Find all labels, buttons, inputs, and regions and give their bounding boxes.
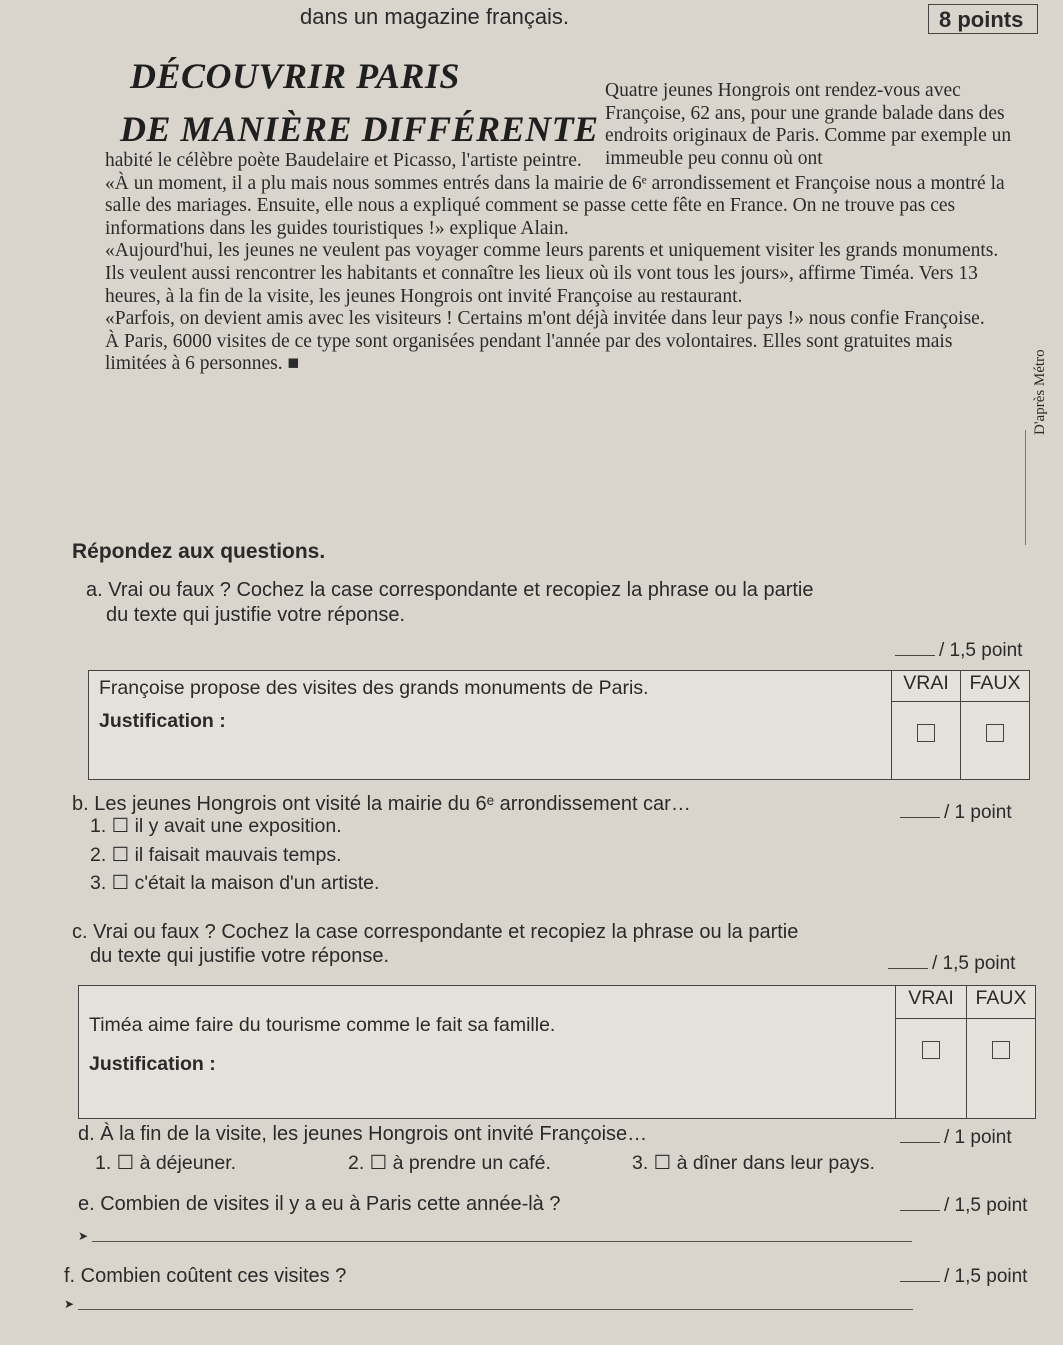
- question-a-faux-checkbox[interactable]: [986, 724, 1004, 742]
- article-paragraph: habité le célèbre poète Baudelaire et Picasso, l'artiste peintre.: [105, 150, 582, 171]
- question-c-score: / 1,5 point: [888, 953, 1015, 975]
- question-a-prompt: a. Vrai ou faux ? Cochez la case correspondante et recopiez la phrase ou la partie: [86, 579, 814, 601]
- question-d-option-3[interactable]: 3. ☐ à dîner dans leur pays.: [632, 1152, 875, 1174]
- article-paragraph: «Parfois, on devient amis avec les visiteurs ! Certains m'ont déjà invitée dans leur pays !» nous confie Françoise.: [105, 308, 985, 330]
- question-a-justification-label: Justification :: [99, 710, 226, 732]
- intro-text: dans un magazine français.: [300, 4, 570, 29]
- question-a-statement-cell: [89, 671, 892, 780]
- question-c-vrai-cell: [896, 1019, 967, 1119]
- question-c-statement-cell: [79, 986, 896, 1119]
- question-f-answer-line[interactable]: [78, 1308, 913, 1310]
- answer-arrow-icon: ➤: [64, 1297, 75, 1311]
- question-b-option-3[interactable]: 3. ☐ c'était la maison d'un artiste.: [90, 872, 380, 894]
- article-paragraph: «Aujourd'hui, les jeunes ne veulent pas voyager comme leurs parents et uniquement visiter les grands monuments. Ils veulent aussi rencontrer les habitants et connaître les lieux où ils vont tous les jours», affirme Timéa. Vers 13 heures, à la fin de la visite, les jeunes Hongrois ont invité Françoise au restaurant.: [105, 240, 999, 307]
- question-c-prompt-2: du texte qui justifie votre réponse.: [90, 945, 390, 967]
- question-e-prompt: e. Combien de visites il y a eu à Paris cette année-là ?: [78, 1193, 561, 1215]
- question-a-vrai-header: VRAI: [892, 671, 961, 702]
- question-c-table: [78, 985, 1036, 1119]
- question-c-faux-cell: [967, 1019, 1036, 1119]
- question-c-justification-label: Justification :: [89, 1053, 216, 1075]
- question-d-option-2[interactable]: 2. ☐ à prendre un café.: [348, 1152, 551, 1174]
- article-body: [105, 150, 1020, 376]
- question-d-option-1[interactable]: 1. ☐ à déjeuner.: [95, 1152, 237, 1174]
- question-c-statement: Timéa aime faire du tourisme comme le fait sa famille.: [89, 1014, 556, 1036]
- article-paragraph: À Paris, 6000 visites de ce type sont organisées pendant l'année par des volontaires. Elles sont gratuites mais limitées à 6 personnes. ■: [105, 330, 953, 375]
- article-title-line2: DE MANIÈRE DIFFÉRENTE: [120, 109, 599, 149]
- question-c-faux-checkbox[interactable]: [992, 1041, 1010, 1059]
- question-c-vrai-header: VRAI: [896, 986, 967, 1019]
- points-badge: 8 points: [928, 4, 1038, 34]
- article-paragraph: «À un moment, il a plu mais nous sommes entrés dans la mairie de 6ᵉ arrondissement et Françoise nous a montré la salle des mariages. Ensuite, elle nous a expliqué comment se passe cette fête en France. On ne trouve pas ces informations dans les guides touristiques !» explique Alain.: [105, 172, 1005, 239]
- question-a-vrai-checkbox[interactable]: [917, 724, 935, 742]
- question-a-faux-header: FAUX: [961, 671, 1030, 702]
- questions-heading: Répondez aux questions.: [72, 540, 326, 563]
- question-b-score: / 1 point: [900, 802, 1012, 824]
- question-e-score: / 1,5 point: [900, 1195, 1027, 1217]
- question-a-score: / 1,5 point: [895, 640, 1022, 662]
- question-f-score: / 1,5 point: [900, 1266, 1027, 1288]
- question-d-prompt: d. À la fin de la visite, les jeunes Hongrois ont invité Françoise…: [78, 1123, 648, 1145]
- credit-divider: [1025, 430, 1026, 545]
- question-a-faux-cell: [961, 702, 1030, 780]
- article-credit: D'après Métro: [1032, 349, 1048, 435]
- question-a-table: [88, 670, 1030, 780]
- question-a-vrai-cell: [892, 702, 961, 780]
- question-b-option-1[interactable]: 1. ☐ il y avait une exposition.: [90, 815, 342, 837]
- article-lead: Quatre jeunes Hongrois ont rendez-vous avec Françoise, 62 ans, pour une grande balade dans des endroits originaux de Paris. Comme par exemple un immeuble peu connu où ont: [605, 80, 1012, 169]
- question-c-faux-header: FAUX: [967, 986, 1036, 1019]
- question-b-prompt: b. Les jeunes Hongrois ont visité la mairie du 6ᵉ arrondissement car…: [72, 793, 691, 815]
- question-c-prompt: c. Vrai ou faux ? Cochez la case correspondante et recopiez la phrase ou la partie: [72, 921, 799, 943]
- question-d-score: / 1 point: [900, 1127, 1012, 1149]
- question-f-prompt: f. Combien coûtent ces visites ?: [64, 1265, 347, 1287]
- question-a-prompt-2: du texte qui justifie votre réponse.: [106, 604, 406, 626]
- question-b-option-2[interactable]: 2. ☐ il faisait mauvais temps.: [90, 844, 342, 866]
- question-e-answer-line[interactable]: [92, 1240, 912, 1242]
- question-c-vrai-checkbox[interactable]: [922, 1041, 940, 1059]
- article-title-line1: DÉCOUVRIR PARIS: [130, 56, 460, 96]
- answer-arrow-icon: ➤: [78, 1229, 89, 1243]
- question-a-statement: Françoise propose des visites des grands monuments de Paris.: [99, 677, 649, 699]
